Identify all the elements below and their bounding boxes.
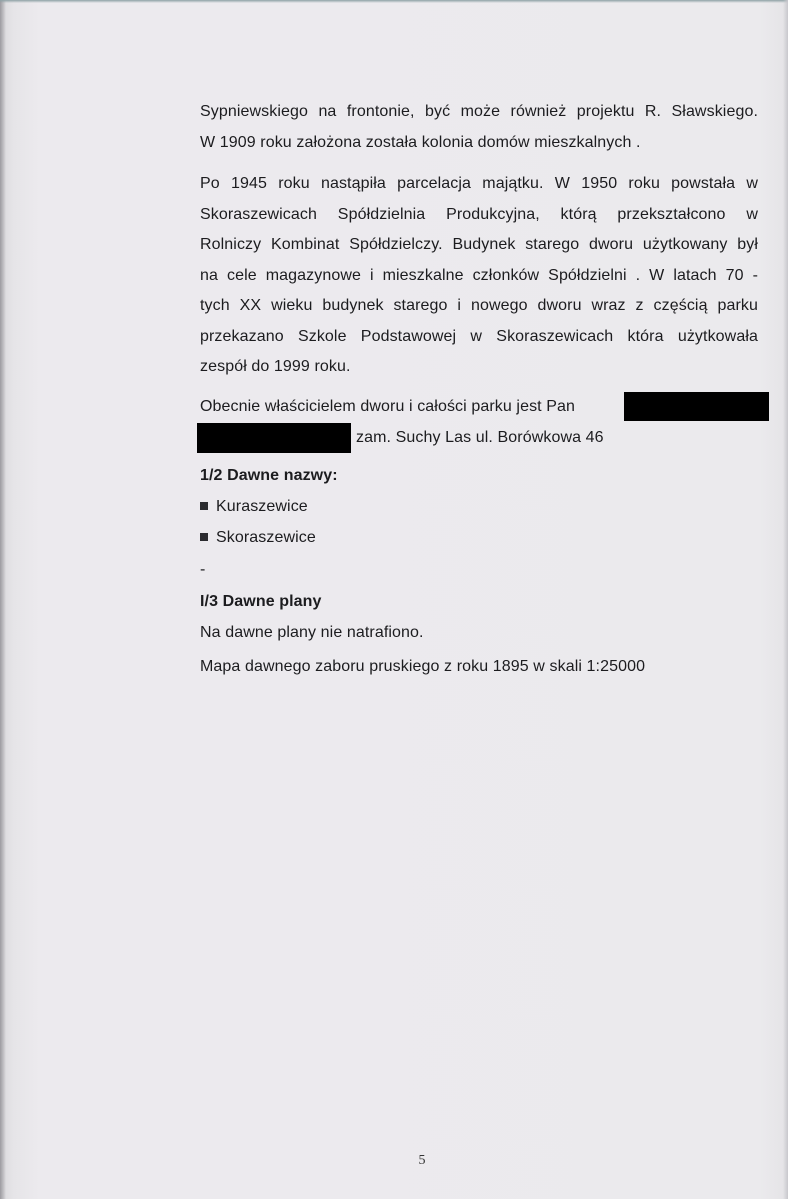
paragraph-1-line-1: Sypniewskiego na frontonie, być może również projektu R. Sławskiego. bbox=[200, 103, 758, 120]
paragraph-1-line-2: W 1909 roku założona została kolonia domów mieszkalnych . bbox=[200, 134, 641, 151]
page-top-edge bbox=[0, 0, 788, 3]
list-item-label: Kuraszewice bbox=[216, 498, 308, 515]
paragraph-2-line-4: na cele magazynowe i mieszkalne członków Spółdzielni . W latach 70 - bbox=[200, 267, 758, 284]
section-1-3-line-2: Mapa dawnego zaboru pruskiego z roku 1895 w skali 1:25000 bbox=[200, 658, 646, 675]
section-1-2-heading: 1/2 Dawne nazwy: bbox=[200, 467, 338, 484]
paragraph-2-line-5: tych XX wieku budynek starego i nowego dworu wraz z częścią parku bbox=[200, 297, 758, 314]
square-bullet-icon bbox=[200, 502, 208, 510]
paragraph-2-line-1: Po 1945 roku nastąpiła parcelacja majątku. W 1950 roku powstała w bbox=[200, 175, 758, 192]
page-left-edge bbox=[0, 0, 6, 1199]
section-1-3-line-1: Na dawne plany nie natrafiono. bbox=[200, 624, 424, 641]
square-bullet-icon bbox=[200, 533, 208, 541]
paragraph-2-line-7: zespół do 1999 roku. bbox=[200, 358, 351, 375]
redacted-block-surname bbox=[197, 423, 351, 453]
section-1-3-heading: I/3 Dawne plany bbox=[200, 593, 322, 610]
paragraph-2-line-6: przekazano Szkole Podstawowej w Skoraszewicach która użytkowała bbox=[200, 328, 758, 345]
page-right-edge bbox=[783, 0, 788, 1199]
list-item-label: Skoraszewice bbox=[216, 529, 316, 546]
redacted-block-name bbox=[624, 392, 769, 421]
page-number: 5 bbox=[418, 1153, 426, 1168]
owner-line-1: Obecnie właścicielem dworu i całości parku jest Pan bbox=[200, 398, 576, 415]
dash-marker: - bbox=[200, 561, 206, 578]
paragraph-2-line-2: Skoraszewicach Spółdzielnia Produkcyjna, którą przekształcono w bbox=[200, 206, 758, 223]
list-item-kuraszewice bbox=[200, 497, 308, 517]
owner-line-2-address: zam. Suchy Las ul. Borówkowa 46 bbox=[356, 429, 604, 446]
list-item-skoraszewice bbox=[200, 528, 316, 548]
paragraph-2-line-3: Rolniczy Kombinat Spółdzielczy. Budynek starego dworu użytkowany był bbox=[200, 236, 758, 253]
